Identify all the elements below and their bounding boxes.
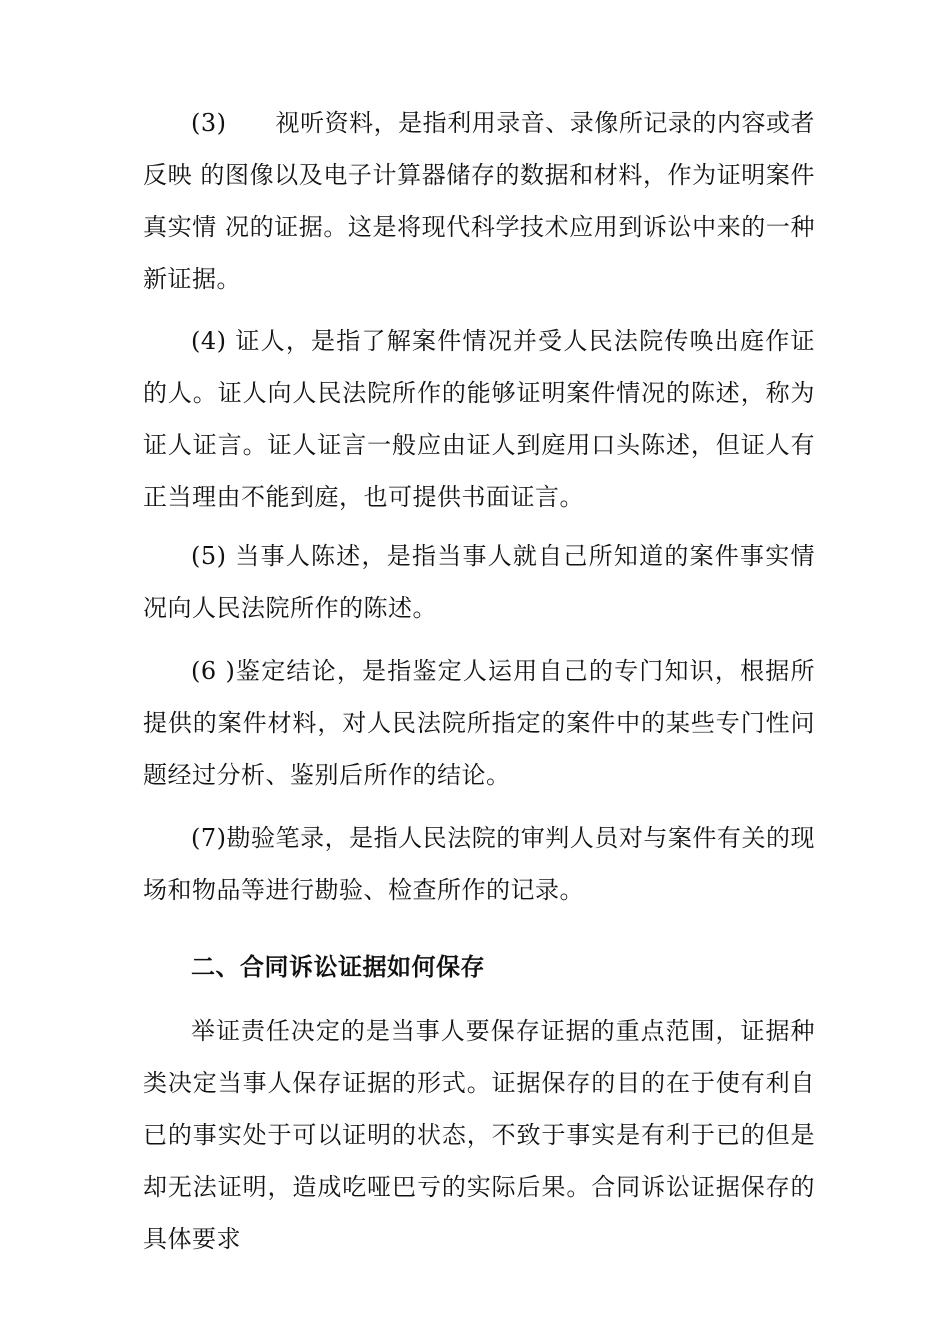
paragraph-evidence-audiovisual: (3) 视听资料，是指利用录音、录像所记录的内容或者反映 的图像以及电子计算器储存的数据和材料，作为证明案件真实情 况的证据。这是将现代科学技术应用到诉讼中来的一种新证据。 [143,109,815,293]
paragraph-evidence-inspection-record: (7)勘验笔录，是指人民法院的审判人员对与案件有关的现场和物品等进行勘验、检查所作的记录。 [143,824,815,904]
paragraph-evidence-witness: (4) 证人，是指了解案件情况并受人民法院传唤出庭作证的人。证人向人民法院所作的能够证明案件情况的陈述，称为证人证言。证人证言一般应由证人到庭用口头陈述，但证人有正当理由不能到庭，也可提供书面证言。 [143,327,815,511]
section-body-paragraph: 举证责任决定的是当事人要保存证据的重点范围，证据种类决定当事人保存证据的形式。证据保存的目的在于使有利自已的事实处于可以证明的状态，不致于事实是有利于已的但是却无法证明，造成吃哑巴亏的实际后果。合同诉讼证据保存的具体要求 [143,1017,815,1253]
paragraph-evidence-expert-conclusion: (6 )鉴定结论，是指鉴定人运用自己的专门知识，根据所提供的案件材料，对人民法院所指定的案件中的某些专门性问题经过分析、鉴别后所作的结论。 [143,657,815,789]
section-heading: 二、合同诉讼证据如何保存 [191,953,485,981]
paragraph-evidence-party-statement: (5) 当事人陈述，是指当事人就自己所知道的案件事实情况向人民法院所作的陈述。 [143,542,815,622]
